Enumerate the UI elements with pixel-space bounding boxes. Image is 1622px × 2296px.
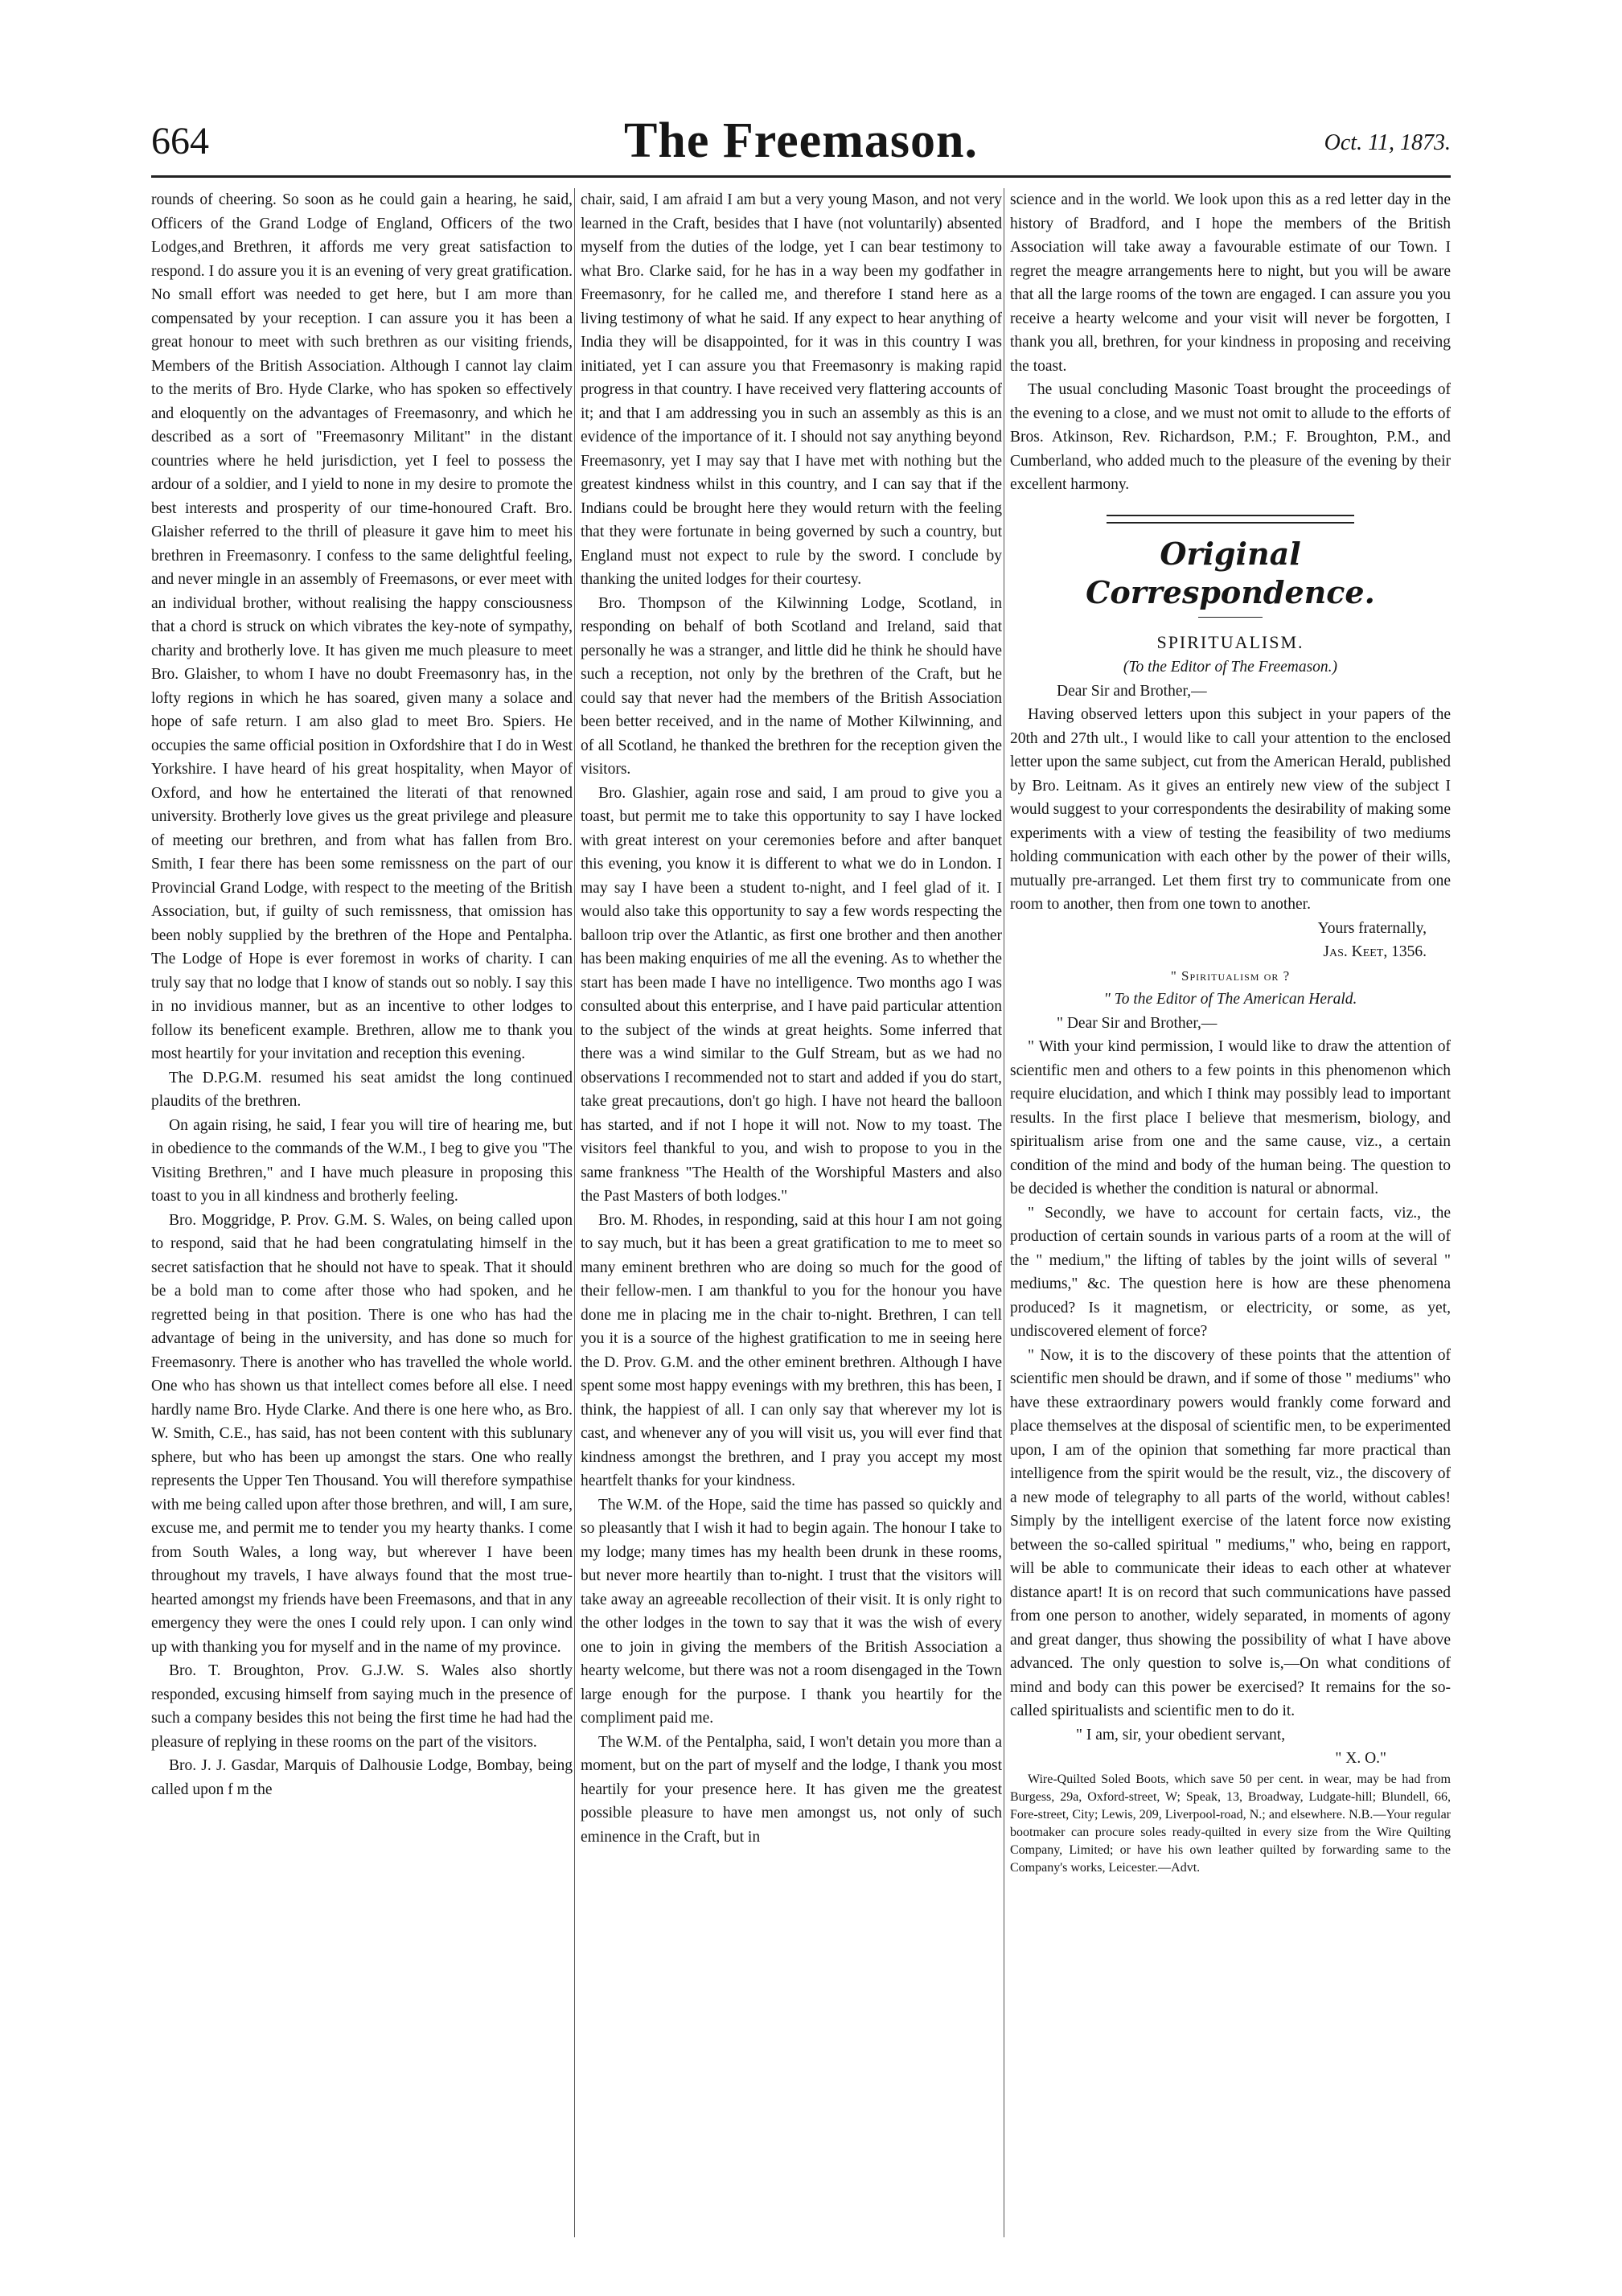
- advertisement: Wire-Quilted Soled Boots, which save 50 per cent. in wear, may be had from Burgess, 29a, Oxford-street, W; Speak, 13, Broadway, Ludgate-hill; Blundell, 66, Fore-street, City; Lewis, 209, Liverpool-road, N.; and elsewhere. N.B.—Your regular bootmaker can procure soles ready-quilted in every size from the Wire Quilting Company, Limited; or have his own leather quilted by forwarding same to the Company's works, Leicester.—Advt.: [1010, 1772, 1451, 1875]
- editor-line: (To the Editor of The Freemason.): [1123, 659, 1338, 676]
- quoted-paragraph: " Now, it is to the discovery of these points that the attention of scientific men should be drawn, and if some of those " mediums" who have these extraordinary powers would frankly come forward and place themselves at the disposal of scientific men, to be experimented upon, I am of the opinion that something far more practical than intelligence from the spirit would be the result, viz., the discovery of a new mode of telegraphy to all parts of the world, without cables! Simply by the intelligent exercise of the latent force now existing between the so-called spiritual " mediums," who, being en rapport, will be able to communicate their ideas to each other at whatever distance apart! It is on record that such communications have passed from one person to another, widely separated, in moments of agony and great danger, thus showing the possibility of what I have above advanced. The only question to solve is,—On what conditions of mind and body can this power be exercised? It remains for the so-called spiritualists and scientific men to do it.: [1010, 1346, 1451, 1719]
- heading-rule: [1198, 617, 1263, 618]
- paragraph: chair, said, I am afraid I am but a very young Mason, and not very learned in the Craft, besides that I have (not voluntarily) absented myself from the duties of the lodge, yet I can bear testimony to what Bro. Clarke said, for he has in a way been my godfather in Freemasonry, for he called me, and therefore I stand here as a living testimony of what he said. If any expect to hear anything of India they will be disappointed, for it was in this country I was initiated, yet I can assure you that Freemasonry is making rapid progress in that country. I have received very flattering accounts of it; and that I am addressing you in such an assembly as this is an evidence of the importance of it. I should not say anything beyond Freemasonry, yet I may say that I have met with nothing but the greatest kindness whilst in this country, and I can say that if the Indians could be brought here they would return with the feeling that they were fortunate in being governed by such a country, but England must not expect to rule by the sword. I conclude by thanking the united lodges for their courtesy.: [581, 191, 1002, 588]
- paragraph: Bro. Glashier, again rose and said, I am proud to give you a toast, but permit me to take this opportunity to say I have locked with great interest on your ceremonies before and after banquet this evening, you know it is different to what we do in London. I may say I have been a student to-night, and I feel glad of it. I would also take this opportunity to say a few words respecting the balloon trip over the Atlantic, as first one brother and then another has been making enquiries of me all the evening. As to whether the start has been made I have no intelligence. Two months ago I was consulted about this enterprise, and I have paid particular attention to the subject of the winds at great heights. Some inferred that there was a wind similar to the Gulf Stream, but as we had no observations I recommended not to start and added if you do start, take great precautions, don't go high. I have not heard the balloon has started, and if not I hope it will not. Now to my toast. The visitors feel thankful to you, and wish to propose to you in the same frankness "The Health of the Worshipful Masters and also the Past Masters of both lodges.": [581, 784, 1002, 1205]
- column-2: [581, 188, 1002, 2237]
- masthead-rule: [151, 175, 1451, 178]
- salutation: Dear Sir and Brother,—: [1057, 682, 1207, 700]
- page-number: 664: [151, 120, 209, 162]
- paragraph: The D.P.G.M. resumed his seat amidst the long continued plaudits of the brethren.: [151, 1069, 573, 1110]
- letter-signoff: Yours fraternally,: [1317, 919, 1427, 937]
- column-3: [1010, 188, 1451, 2237]
- masthead: [151, 113, 1451, 170]
- paragraph: On again rising, he said, I fear you will tire of hearing me, but in obedience to the commands of the W.M., I beg to give you "The Visiting Brethren," and I have much pleasure in proposing this toast to you in all kindness and brotherly feeling.: [151, 1116, 573, 1205]
- paragraph: science and in the world. We look upon this as a red letter day in the history of Bradford, and I hope the members of the British Association will take away a favourable estimate of our Town. I regret the meagre arrangements here to night, but you will be aware that all the large rooms of the town are engaged. I can assure you you receive a hearty welcome and your visit will never be forgotten, I thank you all, brethren, for your kindness in proposing and receiving the toast.: [1010, 191, 1451, 375]
- paragraph: The W.M. of the Pentalpha, said, I won't detain you more than a moment, but on the part of myself and the lodge, I thank you most heartily for your presence here. It has given me the greatest possible pleasure to have men amongst us, not only of such eminence in the Craft, but in: [581, 1733, 1002, 1846]
- paragraph: Bro. Thompson of the Kilwinning Lodge, Scotland, in responding on behalf of both Scotland and Ireland, said that personally he was a stranger, and little did he think he should have such a reception, not only by the brethren of the Craft, but he could say that never had the members of the British Association been better received, and in the name of Mother Kilwinning, and of all Scotland, he thanked the brethren for the reception given the visitors.: [581, 594, 1002, 778]
- column-1: [151, 188, 573, 2237]
- paragraph: Bro. J. J. Gasdar, Marquis of Dalhousie Lodge, Bombay, being called upon f m the: [151, 1757, 573, 1798]
- section-heading: Original Correspondence.: [1086, 535, 1375, 610]
- issue-date: Oct. 11, 1873.: [1324, 130, 1451, 155]
- paragraph: rounds of cheering. So soon as he could gain a hearing, he said, Officers of the Grand Lodge of England, Officers of the two Lodges,and Brethren, it affords me very great satisfaction to respond. I do assure you it is an evening of very great gratification. No small effort was needed to get here, but I am more than compensated by your reception. I can assure you it has been a great honour to meet with such brethren as our visiting friends, Members of the British Association. Although I cannot lay claim to the merits of Bro. Hyde Clarke, who has spoken so effectively and eloquently on the advantages of Freemasonry, and which he described as a sort of "Freemasonry Militant" in the distant countries where he held jurisdiction, yet I feel to possess the ardour of a soldier, and I yield to none in my desire to promote the best interests and prosperity of our time-honoured Craft. Bro. Glaisher referred to the thrill of pleasure it gave him to meet his brethren in Freemasonry. I confess to the same delightful feeling, and never mingle in an assembly of Freemasons, or ever meet with an individual brother, without realising the happy consciousness that a chord is struck on which vibrates the key-note of sympathy, charity and brotherly love. It has given me much pleasure to meet Bro. Glaisher, to whom I have no doubt Freemasonry has, in the lofty regions in which he has soared, given many a solace and hope of safe return. I am also glad to meet Bro. Spiers. He occupies the same official position in Oxfordshire that I do in West Yorkshire. I have heard of his great hospitality, when Mayor of Oxford, and how he entertained the literati of that renowned university. Brotherly love gives us the great privilege and pleasure of meeting our brethren, and from what has fallen from Bro. Smith, I fear there has been some remissness on the part of our Provincial Grand Lodge, with respect to the meeting of the British Association, but, if guilty of such remissness, that omission has been nobly supplied by the brethren of the Hope and Pentalpha. The Lodge of Hope is ever foremost in works of charity. I can truly say that no lodge that I know of stands out so nobly. I say this in no invidious manner, but as an incentive to other lodges to follow its beneficent example. Brethren, allow me to thank you most heartily for your invitation and reception this evening.: [151, 191, 573, 1062]
- section-divider: [1107, 515, 1354, 524]
- quoted-heading: " Spiritualism or ?: [1170, 967, 1291, 984]
- quoted-signature: " X. O.": [1335, 1750, 1386, 1767]
- quoted-paragraph: " Secondly, we have to account for certain facts, viz., the production of certain sounds in various parts of a room at the will of the " medium," the lifting of tables by the joint wills of several " mediums," &c. The question here is how are these phenomena produced? Is it magnetism, or electricity, or some, as yet, undiscovered element of force?: [1010, 1204, 1451, 1340]
- quoted-paragraph: " With your kind permission, I would like to draw the attention of scientific men and others to a few points in this phenomenon which require elucidation, and which I think may possibly lead to important results. In the first place I believe that mesmerism, biology, and spiritualism arise from one and the same cause, viz., a certain condition of the mind and body of the human being. The question to be decided is whether the condition is natural or abnormal.: [1010, 1038, 1451, 1197]
- paragraph: Bro. M. Rhodes, in responding, said at this hour I am not going to say much, but it has been a great gratification to me to meet so many eminent brethren who are doing so much for the good of their fellow-men. I am thankful to you for the honour you have done me in placing me in the chair to-night. Brethren, I can tell you it is a source of the highest gratification to me in seeing here the D. Prov. G.M. and the other eminent brethren. Although I have spent some most happy evenings with my brethren, this has been, I think, the happiest of all. I can only say that wherever my lot is cast, and whenever any of you will visit us, you will ever find that kindness amongst the brethren, and I pray you accept my most heartfelt thanks for your kindness.: [581, 1211, 1002, 1489]
- letter-signature: Jas. Keet, 1356.: [1323, 943, 1427, 960]
- column-divider: [574, 188, 575, 2237]
- paragraph: Bro. Moggridge, P. Prov. G.M. S. Wales, on being called upon to respond, said that he had been congratulating himself in the secret satisfaction that he should not have to speak. That it should be a bold man to come after those who had spoken, and he regretted being in that position. There is one who has had the advantage of being in the university, and has done so much for Freemasonry. There is another who has travelled the whole world. One who has shown us that intellect comes before all else. I need hardly name Bro. Hyde Clarke. And there is one here who, as Bro. W. Smith, C.E., has said, has not been content with this sublunary sphere, but who has been up amongst the stars. One who really represents the Upper Ten Thousand. You will therefore sympathise with me being called upon after those brethren, and will, I am sure, excuse me, and permit me to tender you my hearty thanks. I come from South Wales, a long way, but wherever I have been throughout my travels, I have always found that the most true-hearted amongst my friends have been Freemasons, and that in any emergency they were the ones I could rely upon. I can only wind up with thanking you for myself and in the name of my province.: [151, 1211, 573, 1656]
- newspaper-title: The Freemason.: [624, 113, 978, 168]
- paragraph: The W.M. of the Hope, said the time has passed so quickly and so pleasantly that I wish it had to begin again. The honour I take to my lodge; many times has my health been drunk in these rooms, but never more heartily than to-night. I trust that the visitors will take away an agreeable recollection of their visit. It is only right to the other lodges in the town to say that it was the wish of every one to join in giving the members of the British Association a hearty welcome, but there was not a room disengaged in the Town large enough for the purpose. I thank you heartily for the compliment paid me.: [581, 1496, 1002, 1727]
- quoted-salutation: " Dear Sir and Brother,—: [1057, 1014, 1218, 1032]
- quoted-closing: " I am, sir, your obedient servant,: [1076, 1726, 1286, 1744]
- paragraph: Bro. T. Broughton, Prov. G.J.W. S. Wales also shortly responded, excusing himself from saying much in the presence of such a company besides this not being the first time he had had the pleasure of replying in these rooms on the part of the visitors.: [151, 1662, 573, 1751]
- quoted-editor-line: " To the Editor of The American Herald.: [1103, 991, 1357, 1008]
- article-title: SPIRITUALISM.: [1156, 631, 1304, 652]
- paragraph: The usual concluding Masonic Toast brought the proceedings of the evening to a close, and we must not omit to allude to the efforts of Bros. Atkinson, Rev. Richardson, P.M.; F. Broughton, P.M., and Cumberland, who added much to the pleasure of the evening by their excellent harmony.: [1010, 381, 1451, 493]
- letter-body: Having observed letters upon this subject in your papers of the 20th and 27th ult., I would like to call your attention to the enclosed letter upon the same subject, cut from the American Herald, published by Bro. Leitnam. As it gives an entirely new view of the subject I would suggest to your correspondents the desirability of making some experiments with a view of testing the feasibility of two mediums holding communication with each other by the power of their wills, mutually pre-arranged. Let them first try to communicate from one room to another, then from one town to another.: [1010, 706, 1451, 913]
